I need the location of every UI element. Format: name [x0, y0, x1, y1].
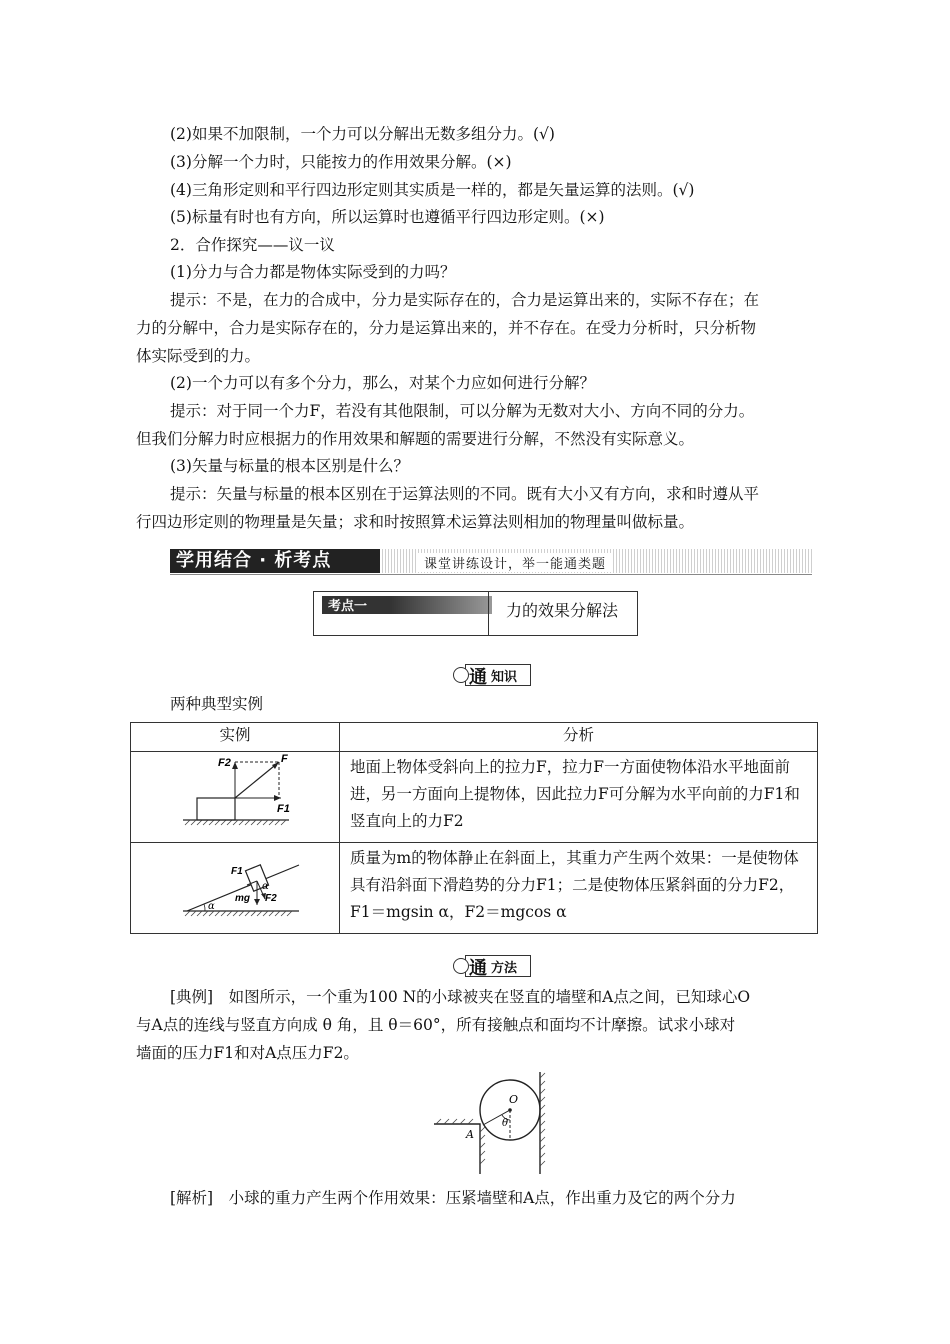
ball-wall-diagram [430, 1068, 560, 1178]
example-line-3: 墙面的压力F1和对A点压力F2。 [136, 1044, 359, 1062]
banner-subtitle: 课堂讲练设计，举一能通类题 [418, 553, 612, 572]
label-F1: F1 [277, 803, 290, 815]
banner-rule [170, 574, 812, 575]
kaodian-tag [322, 596, 492, 614]
analysis-line: [解析] 小球的重力产生两个作用效果：压紧墙壁和A点，作出重力及它的两个分力 [170, 1189, 736, 1207]
label-alpha: α [208, 901, 215, 912]
kaodian-tag-label: 考点一 [328, 599, 368, 614]
text-line-15: 行四边形定则的物理量是矢量；求和时按照算术运算法则相加的物理量叫做标量。 [136, 513, 695, 531]
table-figure-cell [131, 752, 340, 843]
heading-small-text: 方法 [491, 961, 518, 976]
text-line-11: 提示：对于同一个力F，若没有其他限制，可以分解为无数对大小、方向不同的分力。 [170, 402, 755, 420]
banner-title-box [170, 549, 380, 573]
text-line-14: 提示：矢量与标量的根本区别在于运算法则的不同。既有大小又有方向，求和时遵从平 [170, 485, 760, 503]
text-line-2: (3)分解一个力时，只能按力的作用效果分解。(×) [170, 153, 512, 171]
table-header-cell: 实例 [131, 723, 340, 752]
text-line-12: 但我们分解力时应根据力的作用效果和解题的需要进行分解，不然没有实际意义。 [136, 430, 695, 448]
label-F1: F1 [231, 866, 243, 877]
label-mg: mg [235, 893, 250, 904]
table-analysis-cell [340, 752, 818, 843]
example-line-2: 与A点的连线与竖直方向成 θ 角，且 θ＝60°，所有接触点和面均不计摩擦。试求小球对 [136, 1016, 736, 1034]
label-O: O [509, 1093, 519, 1106]
text-line-13: (3)矢量与标量的根本区别是什么？ [170, 457, 409, 475]
section-banner [170, 547, 812, 577]
heading-big-char: 通 [469, 958, 487, 979]
text-line-9: 体实际受到的力。 [136, 347, 261, 365]
analysis-text: 地面上物体受斜向上的拉力F，拉力F一方面使物体沿水平地面前进，另一方面向上提物体，因此拉力F可分解为水平向前的力F1和竖直向上的力F2 [350, 758, 800, 830]
table-analysis-cell [340, 843, 818, 934]
heading-tong-fangfa [453, 953, 531, 977]
incline-diagram [131, 843, 339, 929]
text-line-7: 提示：不是，在力的合成中，分力是实际存在的，合力是运算出来的，实际不存在；在 [170, 291, 760, 309]
text-line-10: (2)一个力可以有多个分力，那么，对某个力应如何进行分解？ [170, 374, 595, 392]
examples-table [130, 722, 818, 934]
text-line-3: (4)三角形定则和平行四边形定则其实质是一样的，都是矢量运算的法则。(√) [170, 181, 695, 199]
banner-title: 学用结合 · 析考点 [176, 550, 332, 571]
example-line-1: [典例] 如图所示，一个重为100 N的小球被夹在竖直的墙壁和A点之间，已知球心O [170, 988, 751, 1006]
label-F2: F2 [218, 757, 231, 769]
text-line-5: 2．合作探究——议一议 [170, 236, 335, 254]
kaodian-title: 力的效果分解法 [506, 601, 619, 620]
label-A: A [466, 1128, 474, 1141]
kaodian-box [313, 591, 638, 636]
table-header-cell: 分析 [340, 723, 818, 752]
kaodian-separator [488, 592, 489, 635]
heading-small-text: 知识 [491, 670, 518, 685]
label-alpha-2: α [262, 881, 269, 892]
heading-tong-zhishi [453, 662, 531, 686]
text-line-4: (5)标量有时也有方向，所以运算时也遵循平行四边形定则。(×) [170, 208, 605, 226]
heading-big-char: 通 [469, 667, 487, 688]
text-line-6: (1)分力与合力都是物体实际受到的力吗？ [170, 263, 456, 281]
heading-circle-icon [453, 667, 469, 683]
table-row [131, 752, 818, 843]
table-row [131, 843, 818, 934]
heading-circle-icon [453, 958, 469, 974]
label-F2: F2 [265, 893, 277, 904]
label-F: F [281, 753, 288, 765]
table-figure-cell [131, 843, 340, 934]
table-header-row [131, 723, 818, 752]
pull-force-diagram [131, 752, 339, 838]
table-caption: 两种典型实例 [170, 695, 264, 713]
text-line-8: 力的分解中，合力是实际存在的，分力是运算出来的，并不存在。在受力分析时，只分析物 [136, 319, 757, 337]
analysis-text: 质量为m的物体静止在斜面上，其重力产生两个效果：一是使物体具有沿斜面下滑趋势的分力F1；二是使物体压紧斜面的分力F2，F1＝mgsin α，F2＝mgcos α [350, 849, 799, 921]
text-line-1: (2)如果不加限制，一个力可以分解出无数多组分力。(√) [170, 125, 555, 143]
label-theta: θ [502, 1118, 509, 1129]
